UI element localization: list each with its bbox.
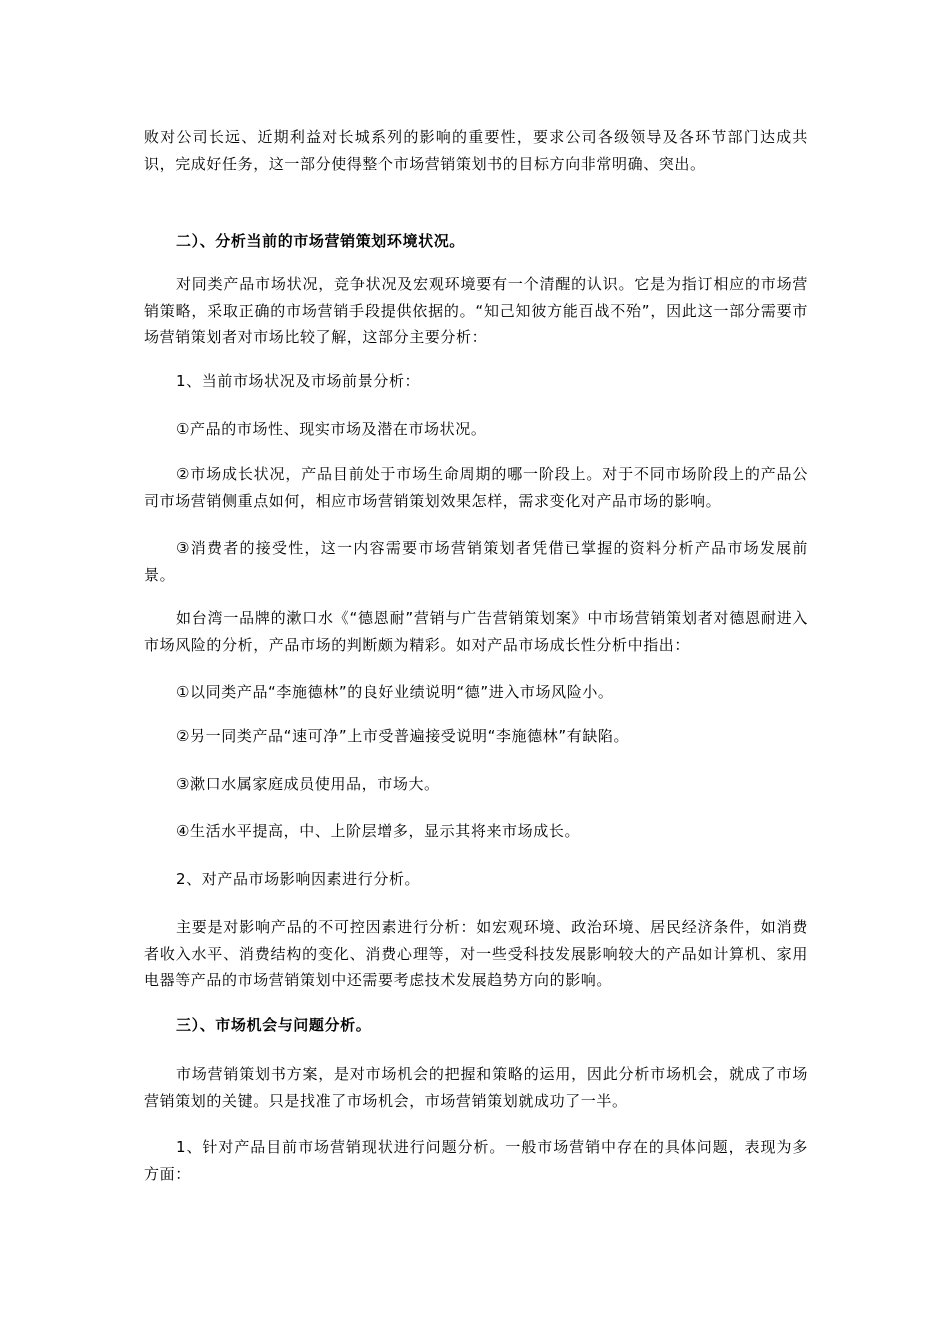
paragraph-example-point-2: ②另一同类产品“速可净”上市受普遍接受说明“李施德林”有缺陷。 bbox=[176, 727, 630, 745]
paragraph-item-1: 1、当前市场状况及市场前景分析： bbox=[176, 372, 421, 390]
paragraph-market-opportunity: 市场营销策划书方案，是对市场机会的把握和策略的运用，因此分析市场机会，就成了市场营销策划的关键。只是找准了市场机会，市场营销策划就成功了一半。 bbox=[144, 1065, 808, 1110]
paragraph-subitem-1-2: ②市场成长状况，产品目前处于市场生命周期的哪一阶段上。对于不同市场阶段上的产品公司市场营销侧重点如何，相应市场营销策划效果怎样，需求变化对产品市场的影响。 bbox=[144, 465, 808, 510]
paragraph-problem-analysis: 1、针对产品目前市场营销现状进行问题分析。一般市场营销中存在的具体问题，表现为多方面： bbox=[144, 1138, 808, 1183]
paragraph-subitem-1-3: ③消费者的接受性，这一内容需要市场营销策划者凭借已掌握的资料分析产品市场发展前景。 bbox=[144, 539, 808, 584]
paragraph-item-2: 2、对产品市场影响因素进行分析。 bbox=[176, 870, 421, 888]
paragraph-example: 如台湾一品牌的漱口水《“德恩耐”营销与广告营销策划案》中市场营销策划者对德恩耐进入市场风险的分析，产品市场的判断颇为精彩。如对产品市场成长性分析中指出： bbox=[144, 609, 808, 654]
paragraph-environment-analysis: 对同类产品市场状况，竞争状况及宏观环境要有一个清醒的认识。它是为指订相应的市场营销策略，采取正确的市场营销手段提供依据的。“知己知彼方能百战不殆”，因此这一部分需要市场营销策划者对市场比较了解，这部分主要分析： bbox=[144, 275, 808, 346]
section-heading-2: 二）、分析当前的市场营销策划环境状况。 bbox=[176, 232, 465, 250]
paragraph-example-point-4: ④生活水平提高，中、上阶层增多，显示其将来市场成长。 bbox=[176, 822, 581, 840]
paragraph-example-point-3: ③漱口水属家庭成员使用品，市场大。 bbox=[176, 775, 440, 793]
paragraph-influence-factors: 主要是对影响产品的不可控因素进行分析：如宏观环境、政治环境、居民经济条件，如消费者收入水平、消费结构的变化、消费心理等，对一些受科技发展影响较大的产品如计算机、家用电器等产品的市场营销策划中还需要考虑技术发展趋势方向的影响。 bbox=[144, 918, 808, 989]
paragraph-example-point-1: ①以同类产品“李施德林”的良好业绩说明“德”进入市场风险小。 bbox=[176, 683, 614, 701]
paragraph-intro-continuation: 败对公司长远、近期利益对长城系列的影响的重要性，要求公司各级领导及各环节部门达成共识，完成好任务，这一部分使得整个市场营销策划书的目标方向非常明确、突出。 bbox=[144, 128, 808, 173]
paragraph-subitem-1-1: ①产品的市场性、现实市场及潜在市场状况。 bbox=[176, 420, 487, 438]
section-heading-3: 三）、市场机会与问题分析。 bbox=[176, 1016, 372, 1034]
